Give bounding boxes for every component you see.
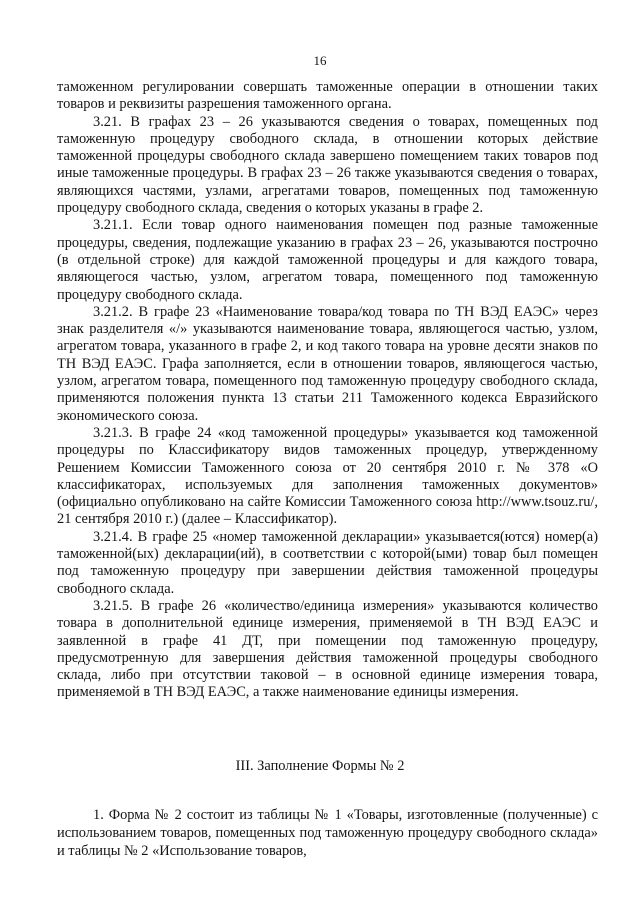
paragraph-3-21-3: 3.21.3. В графе 24 «код таможенной процедуры» указывается код таможенной процедуры по Классификатору видов таможенных процедур, утвержденному Решением Комиссии Таможенного союза от 20 сентября 2010 г. № 378 «О классификаторах, используемых для заполнения таможенных документов» (официально опубликовано на сайте Комиссии Таможенного союза http://www.tsouz.ru/, 21 сентября 2010 г.) (далее – Классификатор). (57, 424, 598, 528)
paragraph-3-21: 3.21. В графах 23 – 26 указываются сведения о товарах, помещенных под таможенную процедуру свободного склада, в отношении которых действие таможенной процедуры свободного склада завершено помещением таких товаров под иные таможенные процедуры. В графах 23 – 26 также указываются сведения о товарах, являющихся частями, узлами, агрегатами товаров, помещенных под таможенную процедуру свободного склада, сведения о которых указаны в графе 2. (57, 113, 598, 217)
section-heading: III. Заполнение Формы № 2 (235, 758, 405, 774)
paragraph-form-2-item-1: 1. Форма № 2 состоит из таблицы № 1 «Товары, изготовленные (полученные) с использованием товаров, помещенных под таможенную процедуру свободного склада» и таблицы № 2 «Использование товаров, (57, 807, 598, 859)
page-number: 16 (313, 53, 327, 68)
paragraph-3-21-1: 3.21.1. Если товар одного наименования помещен под разные таможенные процедуры, сведения, подлежащие указанию в графах 23 – 26, указываются построчно (в отдельной строке) для каждой таможенной процедуры и для каждого товара, являющегося частью, узлом, агрегатом товара, помещенного под таможенную процедуру свободного склада. (57, 217, 598, 303)
paragraph-3-21-4: 3.21.4. В графе 25 «номер таможенной декларации» указывается(ются) номер(а) таможенной(ых) декларации(ий), в соответствии с которой(ыми) товар был помещен под таможенную процедуру при завершении действия таможенной процедуры свободного склада. (57, 528, 598, 597)
document-body (57, 79, 598, 702)
paragraph-3-21-5: 3.21.5. В графе 26 «количество/единица измерения» указываются количество товара в дополнительной единице измерения, применяемой в ТН ВЭД ЕАЭС и заявленной в графе 41 ДТ, при помещении под таможенную процедуру, предусмотренную для завершения действия таможенной процедуры свободного склада, либо при отсутствии таковой – в основной единице измерения товара, применяемой в ТН ВЭД ЕАЭС, а также наименование единицы измерения. (57, 597, 598, 701)
paragraph-continuation: таможенном регулировании совершать таможенные операции в отношении таких товаров и реквизиты разрешения таможенного органа. (57, 79, 598, 113)
paragraph-3-21-2: 3.21.2. В графе 23 «Наименование товара/код товара по ТН ВЭД ЕАЭС» через знак разделителя «/» указываются наименование товара, являющегося частью, узлом, агрегатом товара, указанного в графе 2, и код такого товара на уровне десяти знаков по ТН ВЭД ЕАЭС. Графа заполняется, если в отношении товаров, являющегося частью, узлом, агрегатом товара, помещенного под таможенную процедуру свободного склада, применяются положения пункта 13 статьи 211 Таможенного кодекса Евразийского экономического союза. (57, 303, 598, 424)
